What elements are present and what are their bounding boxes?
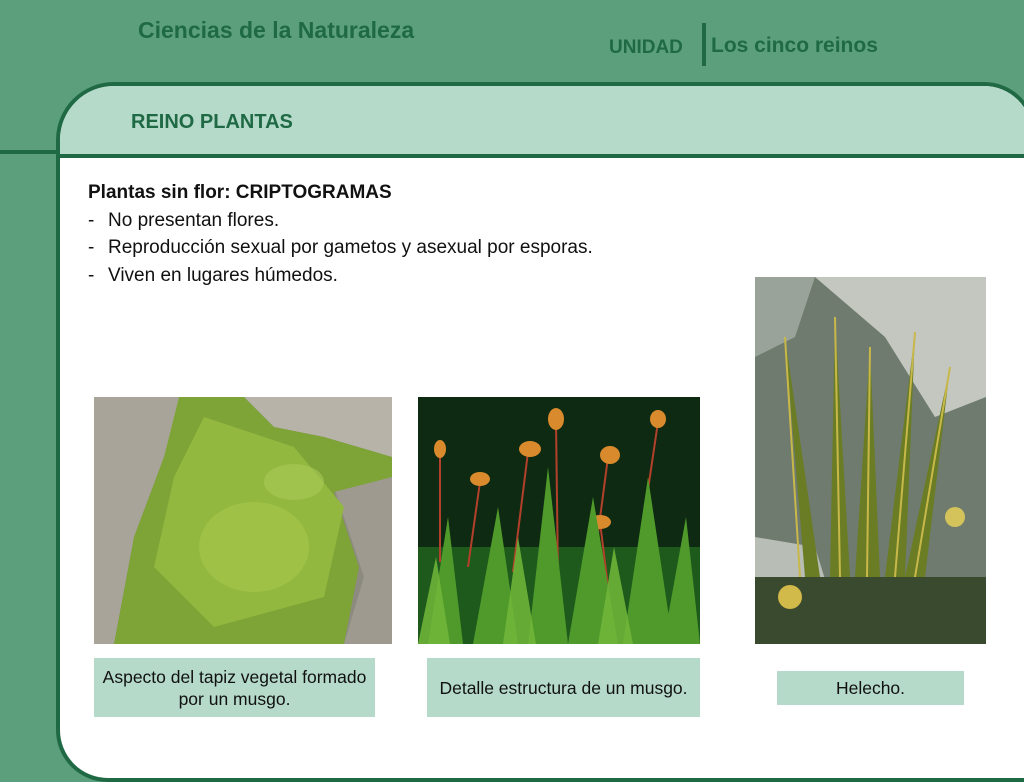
moss-carpet-photo bbox=[94, 397, 392, 644]
course-title: Ciencias de la Naturaleza bbox=[138, 17, 415, 43]
fern-photo bbox=[755, 277, 986, 644]
bullet-item bbox=[88, 234, 728, 262]
bullet-text: No presentan flores. bbox=[108, 209, 280, 231]
unit-label: UNIDAD bbox=[609, 37, 683, 58]
unit-separator bbox=[702, 23, 706, 66]
caption-moss-carpet: Aspecto del tapiz vegetal formado por un musgo. bbox=[94, 658, 375, 717]
bullet-text: Reproducción sexual por gametos y asexual por esporas. bbox=[108, 237, 593, 258]
unit-name: Los cinco reinos bbox=[711, 34, 878, 57]
bullet-marker: - bbox=[88, 209, 95, 231]
content-heading: Plantas sin flor: CRIPTOGRAMAS bbox=[88, 182, 392, 203]
bullet-item bbox=[88, 262, 728, 290]
section-header-band bbox=[60, 86, 1024, 158]
bullet-marker: - bbox=[88, 264, 95, 286]
caption-fern: Helecho. bbox=[777, 671, 964, 705]
bullet-item bbox=[88, 207, 728, 235]
bullet-text: Viven en lugares húmedos. bbox=[108, 264, 338, 286]
content-text bbox=[88, 179, 728, 289]
bullet-marker: - bbox=[88, 237, 95, 258]
left-divider-line bbox=[0, 150, 60, 154]
caption-moss-detail: Detalle estructura de un musgo. bbox=[427, 658, 700, 717]
moss-detail-photo bbox=[418, 397, 700, 644]
section-title: REINO PLANTAS bbox=[131, 111, 293, 133]
